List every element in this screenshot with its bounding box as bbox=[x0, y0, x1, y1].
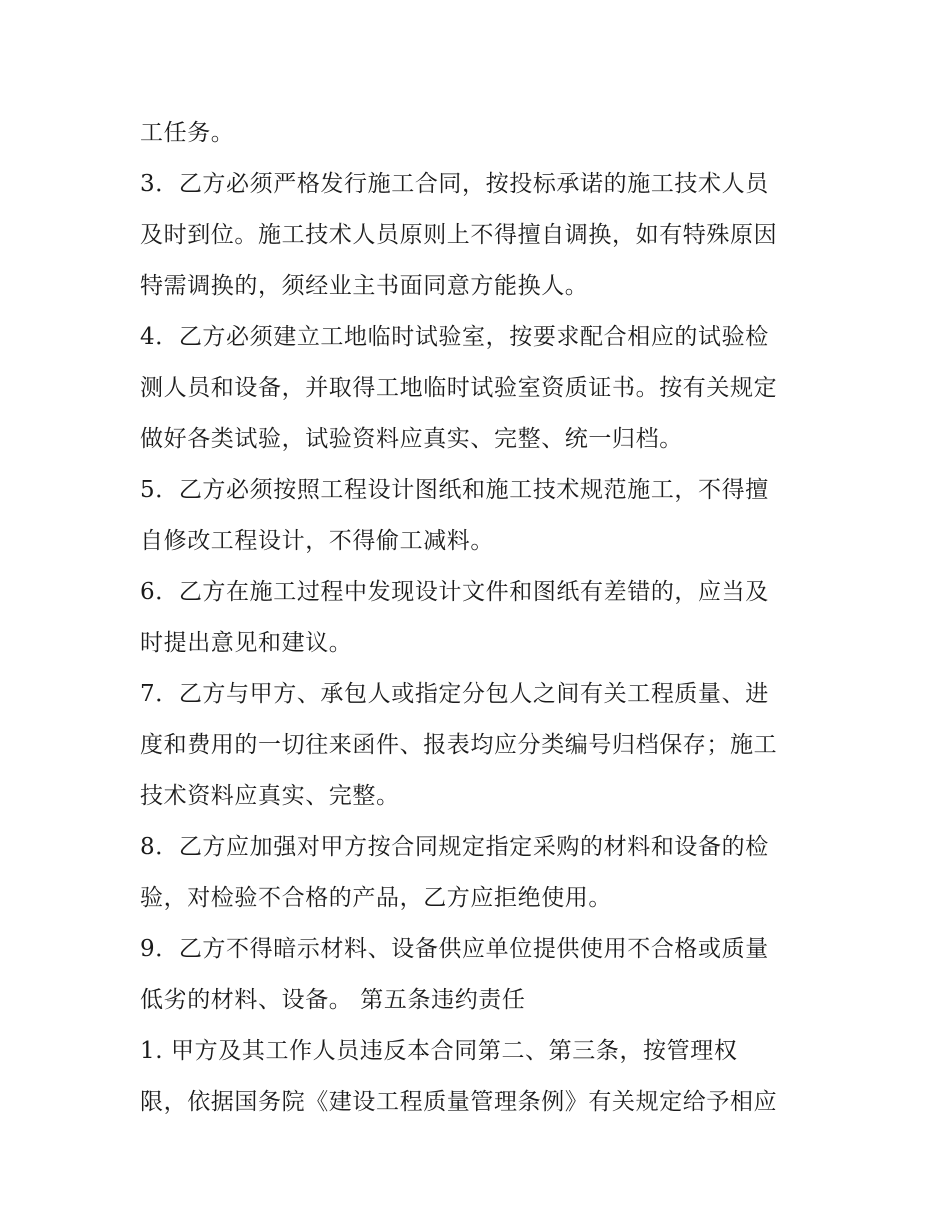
text-line-1: 工任务。 bbox=[140, 120, 235, 146]
text-line-4: 特需调换的，须经业主书面同意方能换人。 bbox=[140, 273, 589, 299]
text-line-8: 5．乙方必须按照工程设计图纸和施工技术规范施工，不得擅 bbox=[140, 477, 769, 503]
text-line-20: 限，依据国务院《建设工程质量管理条例》有关规定给予相应 bbox=[140, 1089, 778, 1115]
text-line-13: 度和费用的一切往来函件、报表均应分类编号归档保存；施工 bbox=[140, 732, 778, 758]
document-body bbox=[140, 108, 830, 1128]
text-line-18: 低劣的材料、设备。 第五条违约责任 bbox=[140, 987, 526, 1013]
text-line-10: 6．乙方在施工过程中发现设计文件和图纸有差错的，应当及 bbox=[140, 579, 769, 605]
text-line-9: 自修改工程设计，不得偷工减料。 bbox=[140, 528, 494, 554]
text-line-2: 3．乙方必须严格发行施工合同，按投标承诺的施工技术人员 bbox=[140, 171, 769, 197]
text-line-19: 1. 甲方及其工作人员违反本合同第二、第三条，按管理权 bbox=[140, 1038, 738, 1064]
text-line-12: 7．乙方与甲方、承包人或指定分包人之间有关工程质量、进 bbox=[140, 681, 769, 707]
text-line-3: 及时到位。施工技术人员原则上不得擅自调换，如有特殊原因 bbox=[140, 222, 778, 248]
text-line-17: 9．乙方不得暗示材料、设备供应单位提供使用不合格或质量 bbox=[140, 936, 769, 962]
text-line-15: 8．乙方应加强对甲方按合同规定指定采购的材料和设备的检 bbox=[140, 834, 769, 860]
text-line-14: 技术资料应真实、完整。 bbox=[140, 783, 400, 809]
text-line-6: 测人员和设备，并取得工地临时试验室资质证书。按有关规定 bbox=[140, 375, 778, 401]
text-line-7: 做好各类试验，试验资料应真实、完整、统一归档。 bbox=[140, 426, 683, 452]
text-line-16: 验，对检验不合格的产品，乙方应拒绝使用。 bbox=[140, 885, 612, 911]
text-line-5: 4．乙方必须建立工地临时试验室，按要求配合相应的试验检 bbox=[140, 324, 769, 350]
text-line-11: 时提出意见和建议。 bbox=[140, 630, 353, 656]
